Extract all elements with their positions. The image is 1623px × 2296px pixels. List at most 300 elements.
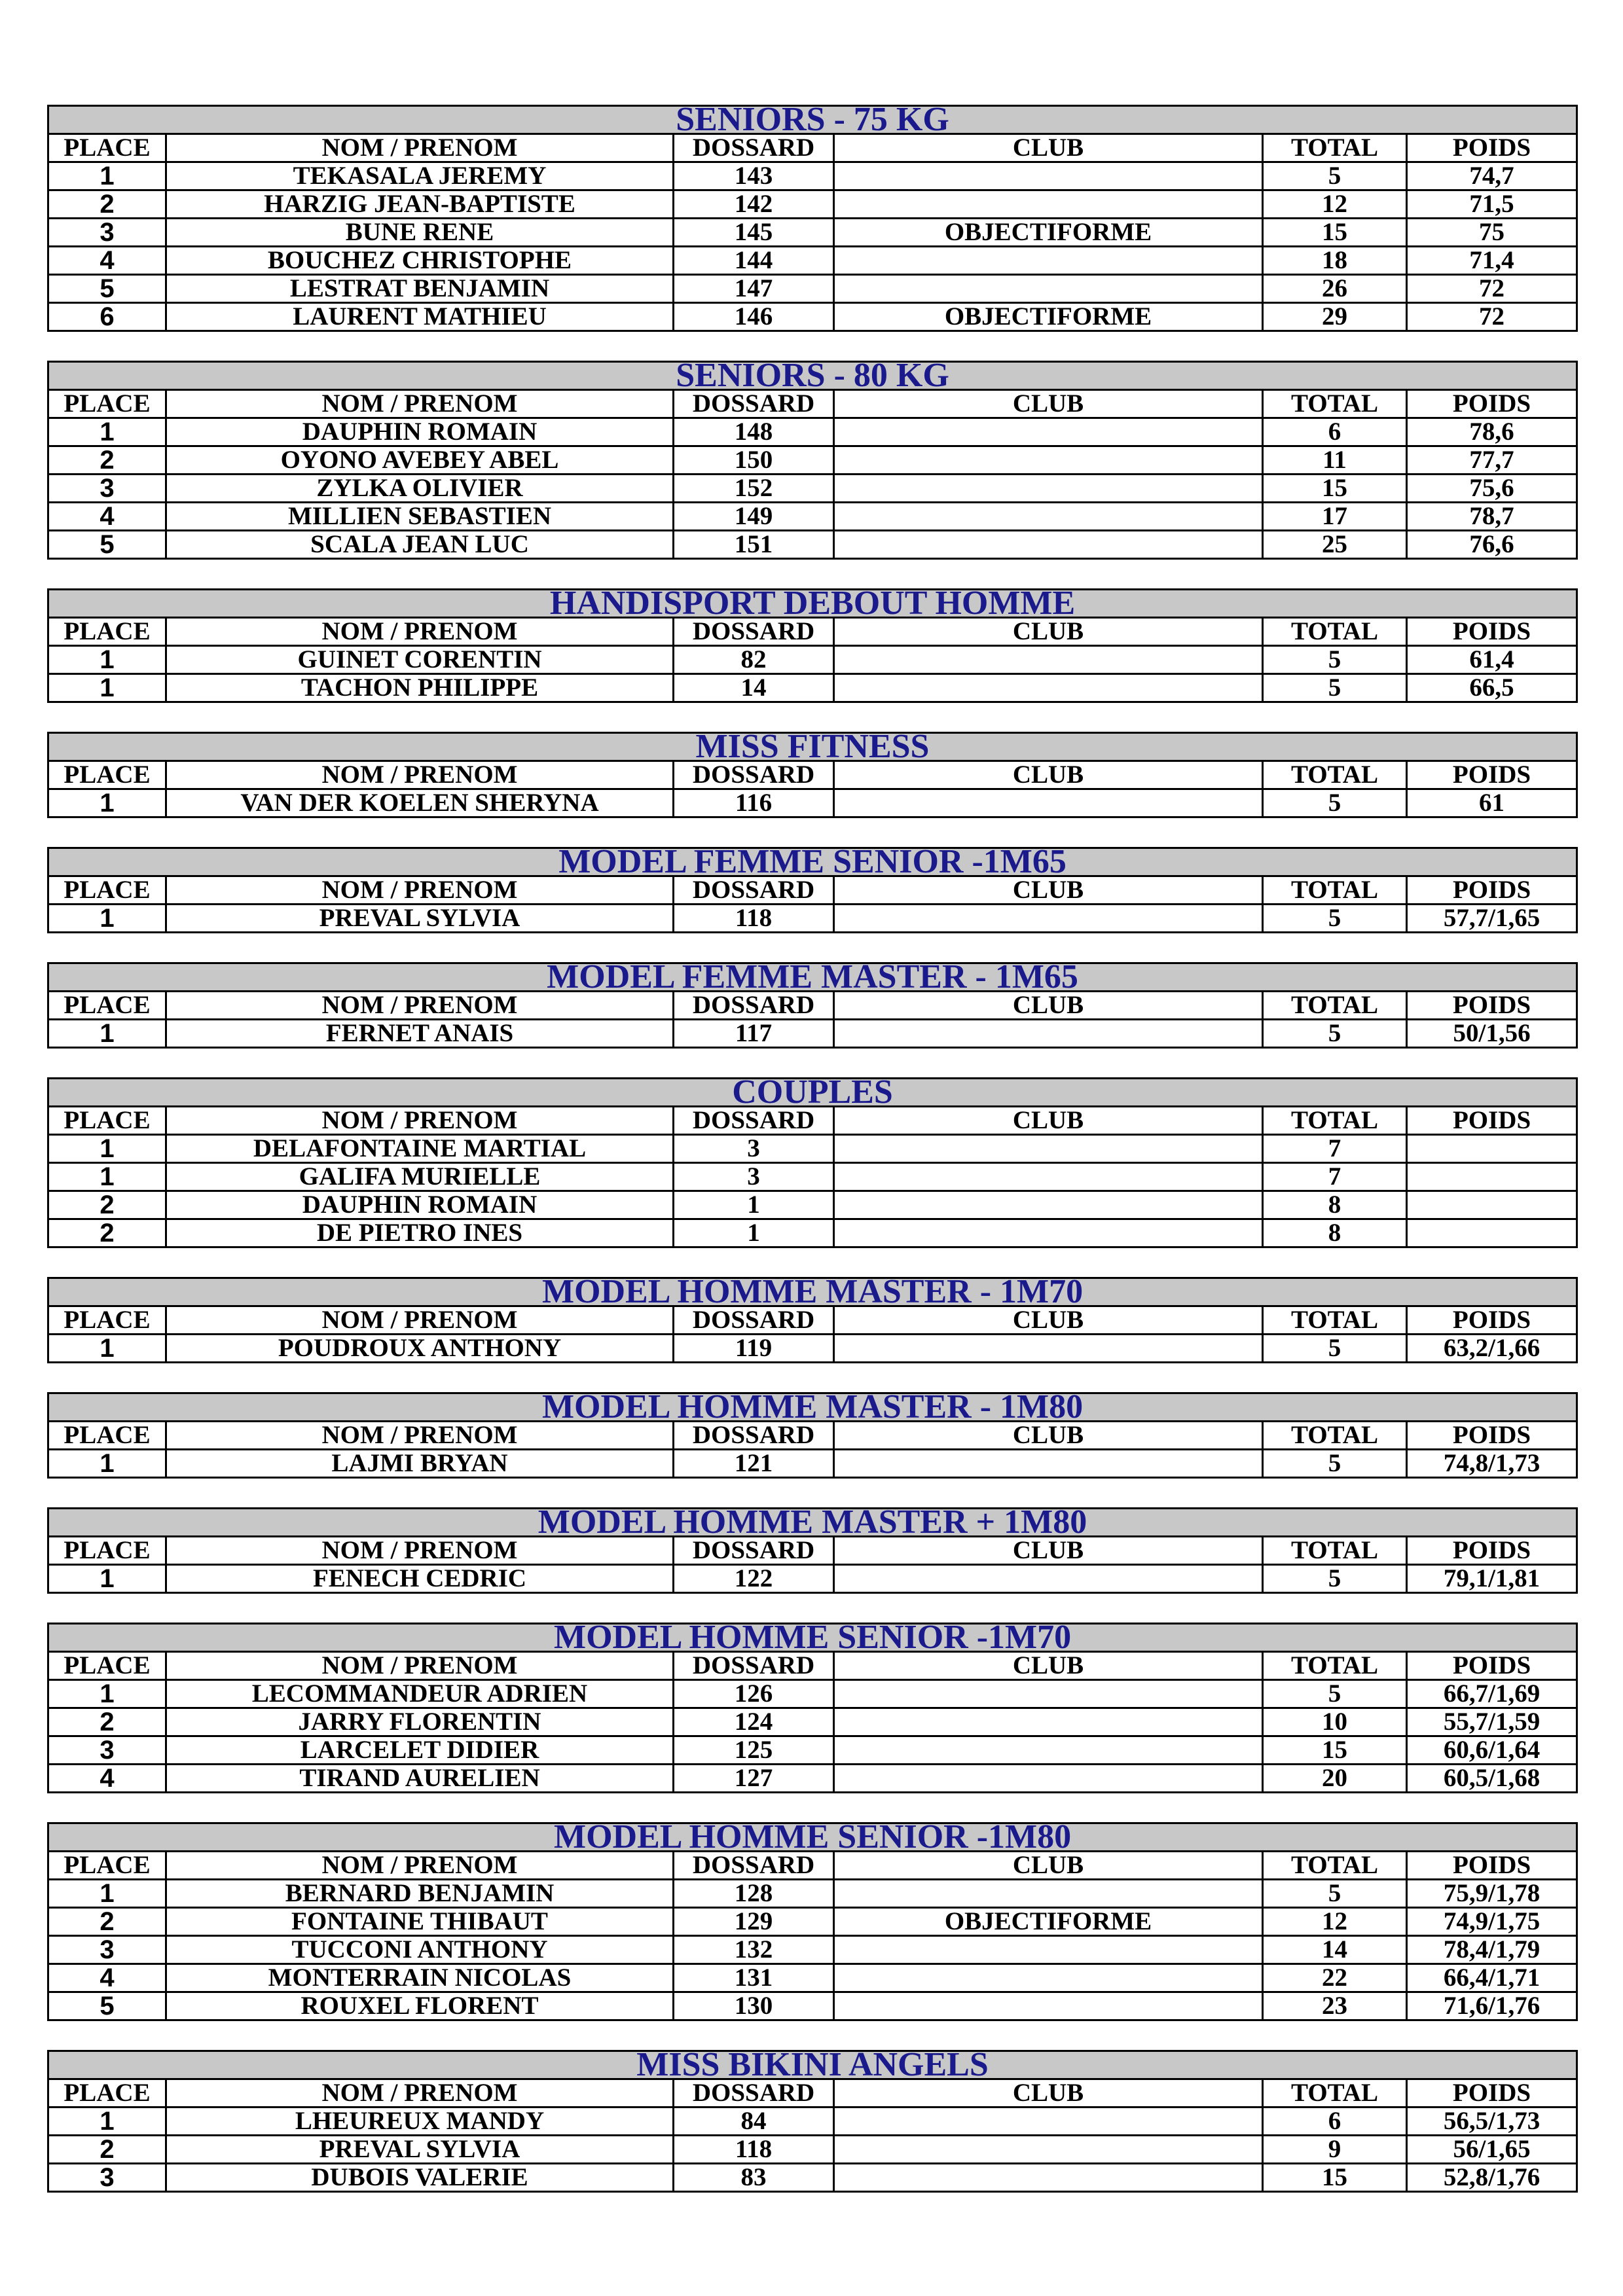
- header-poids: POIDS: [1407, 134, 1577, 162]
- header-poids: POIDS: [1407, 1422, 1577, 1450]
- cell-place: 2: [48, 1908, 166, 1936]
- category-title-row: [48, 848, 1577, 876]
- table-row: [48, 219, 1577, 247]
- category-title: MODEL HOMME SENIOR -1M80: [48, 1823, 1577, 1852]
- header-total: TOTAL: [1263, 1306, 1407, 1335]
- cell-club: [834, 1020, 1263, 1048]
- table-row: [48, 303, 1577, 331]
- cell-dossard: 127: [674, 1765, 834, 1793]
- header-dossard: DOSSARD: [674, 390, 834, 418]
- cell-total: 5: [1263, 905, 1407, 933]
- cell-poids: 52,8/1,76: [1407, 2164, 1577, 2192]
- header-total: TOTAL: [1263, 761, 1407, 789]
- table-row: [48, 475, 1577, 503]
- cell-place: 2: [48, 2136, 166, 2164]
- category-table: [47, 962, 1578, 1049]
- cell-name: FERNET ANAIS: [166, 1020, 674, 1048]
- cell-name: ZYLKA OLIVIER: [166, 475, 674, 503]
- cell-place: 1: [48, 674, 166, 702]
- table-row: [48, 446, 1577, 475]
- category-table: [47, 847, 1578, 933]
- cell-total: 22: [1263, 1964, 1407, 1992]
- header-club: CLUB: [834, 1537, 1263, 1565]
- cell-total: 7: [1263, 1163, 1407, 1191]
- cell-dossard: 84: [674, 2108, 834, 2136]
- cell-name: TIRAND AURELIEN: [166, 1765, 674, 1793]
- cell-total: 11: [1263, 446, 1407, 475]
- header-place: PLACE: [48, 1107, 166, 1135]
- category-table: [47, 1623, 1578, 1793]
- cell-dossard: 151: [674, 531, 834, 559]
- cell-place: 1: [48, 1020, 166, 1048]
- cell-club: [834, 162, 1263, 190]
- header-poids: POIDS: [1407, 1306, 1577, 1335]
- header-club: CLUB: [834, 1852, 1263, 1880]
- cell-poids: [1407, 1191, 1577, 1219]
- cell-total: 5: [1263, 162, 1407, 190]
- cell-dossard: 150: [674, 446, 834, 475]
- cell-dossard: 119: [674, 1335, 834, 1363]
- header-dossard: DOSSARD: [674, 876, 834, 905]
- cell-poids: 77,7: [1407, 446, 1577, 475]
- cell-dossard: 143: [674, 162, 834, 190]
- header-total: TOTAL: [1263, 390, 1407, 418]
- cell-poids: [1407, 1163, 1577, 1191]
- cell-dossard: 145: [674, 219, 834, 247]
- header-place: PLACE: [48, 134, 166, 162]
- cell-club: OBJECTIFORME: [834, 1908, 1263, 1936]
- header-club: CLUB: [834, 761, 1263, 789]
- cell-club: [834, 418, 1263, 446]
- header-poids: POIDS: [1407, 2079, 1577, 2108]
- category-title-row: [48, 733, 1577, 761]
- cell-club: [834, 1135, 1263, 1163]
- header-name: NOM / PRENOM: [166, 1422, 674, 1450]
- header-name: NOM / PRENOM: [166, 2079, 674, 2108]
- cell-club: [834, 1219, 1263, 1247]
- header-club: CLUB: [834, 1652, 1263, 1680]
- cell-total: 5: [1263, 789, 1407, 817]
- cell-club: [834, 1565, 1263, 1593]
- cell-place: 1: [48, 418, 166, 446]
- cell-club: [834, 1736, 1263, 1765]
- category-title-row: [48, 1393, 1577, 1422]
- cell-poids: 55,7/1,59: [1407, 1708, 1577, 1736]
- cell-name: DAUPHIN ROMAIN: [166, 418, 674, 446]
- cell-club: [834, 1765, 1263, 1793]
- header-row: [48, 1306, 1577, 1335]
- cell-poids: 78,4/1,79: [1407, 1936, 1577, 1964]
- cell-poids: 71,4: [1407, 247, 1577, 275]
- cell-place: 2: [48, 1708, 166, 1736]
- header-row: [48, 134, 1577, 162]
- cell-place: 1: [48, 1450, 166, 1478]
- table-row: [48, 1191, 1577, 1219]
- cell-dossard: 116: [674, 789, 834, 817]
- cell-place: 4: [48, 1964, 166, 1992]
- header-name: NOM / PRENOM: [166, 761, 674, 789]
- category-table: [47, 1077, 1578, 1248]
- table-row: [48, 1020, 1577, 1048]
- cell-dossard: 125: [674, 1736, 834, 1765]
- header-poids: POIDS: [1407, 390, 1577, 418]
- cell-place: 3: [48, 2164, 166, 2192]
- cell-dossard: 14: [674, 674, 834, 702]
- header-dossard: DOSSARD: [674, 1107, 834, 1135]
- cell-poids: 75,9/1,78: [1407, 1880, 1577, 1908]
- header-total: TOTAL: [1263, 1422, 1407, 1450]
- section-gap: [47, 1793, 1576, 1822]
- table-row: [48, 162, 1577, 190]
- header-row: [48, 2079, 1577, 2108]
- cell-poids: 71,6/1,76: [1407, 1992, 1577, 2020]
- header-row: [48, 992, 1577, 1020]
- cell-poids: 75,6: [1407, 475, 1577, 503]
- cell-poids: 57,7/1,65: [1407, 905, 1577, 933]
- cell-dossard: 142: [674, 190, 834, 219]
- cell-name: DUBOIS VALERIE: [166, 2164, 674, 2192]
- cell-dossard: 130: [674, 1992, 834, 2020]
- cell-dossard: 149: [674, 503, 834, 531]
- header-poids: POIDS: [1407, 1652, 1577, 1680]
- header-dossard: DOSSARD: [674, 134, 834, 162]
- cell-place: 2: [48, 1191, 166, 1219]
- table-row: [48, 1450, 1577, 1478]
- cell-poids: 56/1,65: [1407, 2136, 1577, 2164]
- cell-dossard: 83: [674, 2164, 834, 2192]
- cell-dossard: 3: [674, 1135, 834, 1163]
- cell-dossard: 118: [674, 905, 834, 933]
- cell-total: 29: [1263, 303, 1407, 331]
- header-club: CLUB: [834, 876, 1263, 905]
- table-row: [48, 190, 1577, 219]
- cell-club: [834, 503, 1263, 531]
- cell-poids: 66,5: [1407, 674, 1577, 702]
- cell-dossard: 121: [674, 1450, 834, 1478]
- cell-total: 26: [1263, 275, 1407, 303]
- header-club: CLUB: [834, 2079, 1263, 2108]
- header-row: [48, 1852, 1577, 1880]
- category-title-row: [48, 2051, 1577, 2079]
- cell-dossard: 1: [674, 1191, 834, 1219]
- cell-poids: 74,8/1,73: [1407, 1450, 1577, 1478]
- section-gap: [47, 560, 1576, 588]
- cell-total: 5: [1263, 1565, 1407, 1593]
- header-total: TOTAL: [1263, 992, 1407, 1020]
- cell-poids: 60,5/1,68: [1407, 1765, 1577, 1793]
- cell-place: 6: [48, 303, 166, 331]
- category-title: MISS BIKINI ANGELS: [48, 2051, 1577, 2079]
- table-row: [48, 1135, 1577, 1163]
- category-title-row: [48, 1509, 1577, 1537]
- cell-dossard: 124: [674, 1708, 834, 1736]
- cell-poids: [1407, 1219, 1577, 1247]
- cell-place: 2: [48, 446, 166, 475]
- table-row: [48, 2164, 1577, 2192]
- category-table: [47, 361, 1578, 560]
- header-dossard: DOSSARD: [674, 1537, 834, 1565]
- header-poids: POIDS: [1407, 1537, 1577, 1565]
- table-row: [48, 789, 1577, 817]
- cell-total: 14: [1263, 1936, 1407, 1964]
- header-row: [48, 390, 1577, 418]
- cell-club: [834, 2108, 1263, 2136]
- cell-place: 5: [48, 275, 166, 303]
- cell-total: 25: [1263, 531, 1407, 559]
- header-place: PLACE: [48, 618, 166, 646]
- header-total: TOTAL: [1263, 1107, 1407, 1135]
- header-club: CLUB: [834, 390, 1263, 418]
- header-club: CLUB: [834, 1107, 1263, 1135]
- header-name: NOM / PRENOM: [166, 1537, 674, 1565]
- cell-club: OBJECTIFORME: [834, 303, 1263, 331]
- cell-club: OBJECTIFORME: [834, 219, 1263, 247]
- section-gap: [47, 332, 1576, 361]
- cell-club: [834, 1163, 1263, 1191]
- cell-poids: 74,9/1,75: [1407, 1908, 1577, 1936]
- category-table: [47, 588, 1578, 703]
- header-place: PLACE: [48, 390, 166, 418]
- cell-name: LAJMI BRYAN: [166, 1450, 674, 1478]
- cell-poids: 63,2/1,66: [1407, 1335, 1577, 1363]
- cell-place: 5: [48, 531, 166, 559]
- table-row: [48, 1565, 1577, 1593]
- cell-name: ROUXEL FLORENT: [166, 1992, 674, 2020]
- cell-place: 1: [48, 162, 166, 190]
- cell-dossard: 131: [674, 1964, 834, 1992]
- cell-poids: 60,6/1,64: [1407, 1736, 1577, 1765]
- cell-total: 8: [1263, 1191, 1407, 1219]
- cell-total: 12: [1263, 190, 1407, 219]
- cell-name: DELAFONTAINE MARTIAL: [166, 1135, 674, 1163]
- cell-name: LAURENT MATHIEU: [166, 303, 674, 331]
- table-row: [48, 1765, 1577, 1793]
- header-name: NOM / PRENOM: [166, 390, 674, 418]
- header-row: [48, 876, 1577, 905]
- category-title-row: [48, 1278, 1577, 1306]
- cell-total: 18: [1263, 247, 1407, 275]
- category-table: [47, 105, 1578, 332]
- header-dossard: DOSSARD: [674, 1652, 834, 1680]
- category-title: COUPLES: [48, 1079, 1577, 1107]
- cell-club: [834, 1450, 1263, 1478]
- section-gap: [47, 933, 1576, 962]
- header-poids: POIDS: [1407, 761, 1577, 789]
- cell-dossard: 1: [674, 1219, 834, 1247]
- category-title: MODEL FEMME MASTER - 1M65: [48, 963, 1577, 992]
- cell-name: DAUPHIN ROMAIN: [166, 1191, 674, 1219]
- header-dossard: DOSSARD: [674, 761, 834, 789]
- category-title-row: [48, 1823, 1577, 1852]
- table-row: [48, 247, 1577, 275]
- section-gap: [47, 1363, 1576, 1392]
- cell-name: TUCCONI ANTHONY: [166, 1936, 674, 1964]
- header-total: TOTAL: [1263, 1652, 1407, 1680]
- cell-total: 8: [1263, 1219, 1407, 1247]
- cell-club: [834, 1992, 1263, 2020]
- table-row: [48, 1680, 1577, 1708]
- category-title: MISS FITNESS: [48, 733, 1577, 761]
- table-row: [48, 1880, 1577, 1908]
- cell-club: [834, 247, 1263, 275]
- table-row: [48, 275, 1577, 303]
- cell-club: [834, 1335, 1263, 1363]
- cell-name: DE PIETRO INES: [166, 1219, 674, 1247]
- cell-poids: 71,5: [1407, 190, 1577, 219]
- header-name: NOM / PRENOM: [166, 1107, 674, 1135]
- header-total: TOTAL: [1263, 134, 1407, 162]
- table-row: [48, 1708, 1577, 1736]
- cell-total: 5: [1263, 646, 1407, 674]
- category-table: [47, 1822, 1578, 2021]
- header-row: [48, 1107, 1577, 1135]
- cell-total: 17: [1263, 503, 1407, 531]
- cell-total: 5: [1263, 1880, 1407, 1908]
- table-row: [48, 674, 1577, 702]
- header-row: [48, 761, 1577, 789]
- cell-dossard: 118: [674, 2136, 834, 2164]
- category-title-row: [48, 1079, 1577, 1107]
- category-table: [47, 1277, 1578, 1363]
- table-row: [48, 1736, 1577, 1765]
- header-name: NOM / PRENOM: [166, 1852, 674, 1880]
- cell-name: VAN DER KOELEN SHERYNA: [166, 789, 674, 817]
- header-club: CLUB: [834, 1422, 1263, 1450]
- cell-name: LECOMMANDEUR ADRIEN: [166, 1680, 674, 1708]
- cell-club: [834, 789, 1263, 817]
- cell-name: LARCELET DIDIER: [166, 1736, 674, 1765]
- category-title: MODEL HOMME SENIOR -1M70: [48, 1624, 1577, 1652]
- section-gap: [47, 818, 1576, 847]
- table-row: [48, 905, 1577, 933]
- header-club: CLUB: [834, 134, 1263, 162]
- cell-dossard: 132: [674, 1936, 834, 1964]
- category-title-row: [48, 590, 1577, 618]
- cell-total: 5: [1263, 1450, 1407, 1478]
- header-dossard: DOSSARD: [674, 618, 834, 646]
- cell-name: PREVAL SYLVIA: [166, 2136, 674, 2164]
- cell-place: 1: [48, 2108, 166, 2136]
- cell-dossard: 117: [674, 1020, 834, 1048]
- table-row: [48, 531, 1577, 559]
- cell-poids: 78,6: [1407, 418, 1577, 446]
- category-title-row: [48, 963, 1577, 992]
- header-poids: POIDS: [1407, 992, 1577, 1020]
- cell-total: 6: [1263, 2108, 1407, 2136]
- cell-total: 5: [1263, 1335, 1407, 1363]
- cell-total: 10: [1263, 1708, 1407, 1736]
- cell-place: 1: [48, 1880, 166, 1908]
- cell-place: 3: [48, 475, 166, 503]
- cell-place: 1: [48, 646, 166, 674]
- cell-place: 4: [48, 1765, 166, 1793]
- cell-place: 4: [48, 247, 166, 275]
- cell-place: 1: [48, 1680, 166, 1708]
- cell-name: PREVAL SYLVIA: [166, 905, 674, 933]
- cell-poids: 66,7/1,69: [1407, 1680, 1577, 1708]
- cell-dossard: 148: [674, 418, 834, 446]
- header-dossard: DOSSARD: [674, 2079, 834, 2108]
- cell-name: BERNARD BENJAMIN: [166, 1880, 674, 1908]
- category-title: HANDISPORT DEBOUT HOMME: [48, 590, 1577, 618]
- cell-poids: 66,4/1,71: [1407, 1964, 1577, 1992]
- header-place: PLACE: [48, 1537, 166, 1565]
- cell-place: 2: [48, 1219, 166, 1247]
- header-name: NOM / PRENOM: [166, 1652, 674, 1680]
- cell-poids: 72: [1407, 303, 1577, 331]
- cell-poids: 56,5/1,73: [1407, 2108, 1577, 2136]
- cell-dossard: 129: [674, 1908, 834, 1936]
- cell-place: 4: [48, 503, 166, 531]
- table-row: [48, 1992, 1577, 2020]
- cell-name: FENECH CEDRIC: [166, 1565, 674, 1593]
- category-table: [47, 2050, 1578, 2193]
- cell-club: [834, 1708, 1263, 1736]
- header-place: PLACE: [48, 761, 166, 789]
- cell-total: 5: [1263, 1020, 1407, 1048]
- header-total: TOTAL: [1263, 876, 1407, 905]
- cell-name: FONTAINE THIBAUT: [166, 1908, 674, 1936]
- cell-poids: 61: [1407, 789, 1577, 817]
- header-club: CLUB: [834, 992, 1263, 1020]
- category-title: MODEL FEMME SENIOR -1M65: [48, 848, 1577, 876]
- cell-name: SCALA JEAN LUC: [166, 531, 674, 559]
- cell-club: [834, 2164, 1263, 2192]
- category-title: SENIORS - 75 KG: [48, 106, 1577, 134]
- header-place: PLACE: [48, 1852, 166, 1880]
- header-place: PLACE: [48, 992, 166, 1020]
- cell-poids: 76,6: [1407, 531, 1577, 559]
- cell-dossard: 82: [674, 646, 834, 674]
- section-gap: [47, 1479, 1576, 1507]
- header-place: PLACE: [48, 1306, 166, 1335]
- header-poids: POIDS: [1407, 876, 1577, 905]
- cell-name: JARRY FLORENTIN: [166, 1708, 674, 1736]
- header-total: TOTAL: [1263, 618, 1407, 646]
- cell-club: [834, 531, 1263, 559]
- cell-name: OYONO AVEBEY ABEL: [166, 446, 674, 475]
- header-place: PLACE: [48, 1652, 166, 1680]
- category-title-row: [48, 1624, 1577, 1652]
- cell-name: GALIFA MURIELLE: [166, 1163, 674, 1191]
- cell-place: 5: [48, 1992, 166, 2020]
- header-club: CLUB: [834, 618, 1263, 646]
- cell-name: TACHON PHILIPPE: [166, 674, 674, 702]
- header-name: NOM / PRENOM: [166, 618, 674, 646]
- cell-name: BUNE RENE: [166, 219, 674, 247]
- section-gap: [47, 2021, 1576, 2050]
- section-gap: [47, 1594, 1576, 1623]
- table-row: [48, 1936, 1577, 1964]
- cell-club: [834, 1964, 1263, 1992]
- category-title: MODEL HOMME MASTER - 1M70: [48, 1278, 1577, 1306]
- cell-name: MONTERRAIN NICOLAS: [166, 1964, 674, 1992]
- table-row: [48, 1964, 1577, 1992]
- table-row: [48, 418, 1577, 446]
- category-title: MODEL HOMME MASTER + 1M80: [48, 1509, 1577, 1537]
- cell-place: 1: [48, 1163, 166, 1191]
- results-document: [47, 105, 1576, 2221]
- cell-place: 1: [48, 1335, 166, 1363]
- cell-name: HARZIG JEAN-BAPTISTE: [166, 190, 674, 219]
- header-club: CLUB: [834, 1306, 1263, 1335]
- header-dossard: DOSSARD: [674, 1852, 834, 1880]
- cell-name: POUDROUX ANTHONY: [166, 1335, 674, 1363]
- cell-dossard: 147: [674, 275, 834, 303]
- table-row: [48, 2136, 1577, 2164]
- category-title: MODEL HOMME MASTER - 1M80: [48, 1393, 1577, 1422]
- cell-total: 12: [1263, 1908, 1407, 1936]
